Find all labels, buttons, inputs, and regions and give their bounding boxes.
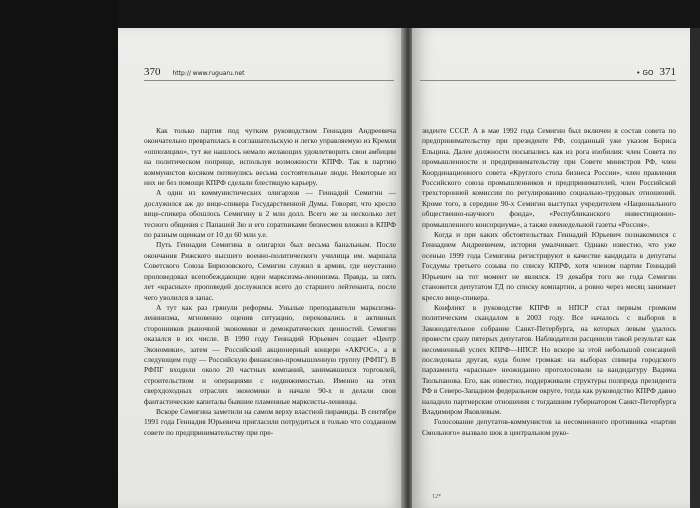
paragraph: зиденте СССР. А в мае 1992 года Семигин был включен в состав совета по предпринимательству при президенте РФ, созданный уже указом Бориса Ельцина. Далее должности посыпались как из рога изобилия: член Совета по промышленности и предпринимательству при Совете министров РФ, член Координационного совета «Круглого стола бизнеса России», член правления Российского союза промышленников и предпринимателей, член Российской трехсторонней комиссии по регулированию социально-трудовых отношений. Кроме того, в середине 90-х Семигин выступал учредителем «Национального общественно-научного фонда», «Республиканского инвестиционно-промышленного консорциума», а также еженедельной газеты «Россия».	[422, 126, 676, 229]
paragraph: Когда и при каких обстоятельствах Геннадий Юрьевич познакомился с Геннадием Андреевичем, история умалчивает. Однако известно, что уже осенью 1999 года Семигина регистрируют в качестве кандидата в депутаты Госдумы третьего созыва по списку КПРФ, хотя членом партии Геннадий Юрьевич на тот момент не являлся. 19 декабря того же года Семигин становится депутатом ГД по списку компартии, а ровно через месяц занимает кресло вице-спикера.	[422, 230, 676, 302]
paragraph: Голосование депутатов-коммунистов за несомненного противника «партии Смольного» вызвало шок в центральном руко-	[422, 417, 676, 437]
paragraph: Конфликт в руководстве КПРФ и НПСР стал первым громким политическим скандалом в 2003 году. Все началось с выборов в Законодательное собрание Санкт-Петербурга, на которых левым удалось провести сразу пятерых депутатов. Наблюдатели расценили такой результат как несомненный успех КПРФ—НПСР. Но вскоре за этой небольшой сенсацией последовала другая, куда более громкая: на выборах спикера городского парламента «красные» неожиданно проголосовали за кандидатуру Вадима Тюльпанова. Его, как известно, поддерживали структуры полпреда президента РФ в Северо-Западном федеральном округе, тогда как руководство КПРФ давно наладило партнерские отношения с тогдашним губернатором Санкт-Петербурга Владимиром Яковлевым.	[422, 302, 676, 416]
paragraph: Путь Геннадия Семигина в олигархи был весьма банальным. После окончания Рижского высшего военно-политического училища им. маршала Советского Союза Бирюзовского, Семигин служил в армии, где неустанно проповедовал всепобеждающие идеи марксизма-ленинизма. Правда, за пять лет «красных» проповедей дослужился всего до старшего лейтенанта, после чего уволился в запас.	[144, 240, 396, 302]
paragraph: А один из коммунистических олигархов — Геннадий Семигин — дослужился аж до вице-спикера Государственной Думы. Говорят, что кресло вице-спикера обошлось Семигину в 2 млн долл. Всего же за несколько лет тесного общения с Папашей Зю и его соратниками бизнесмен вложил в КПРФ по разным оценкам от 10 до 60 млн у.е.	[144, 188, 396, 240]
header-brand: • GO	[636, 69, 654, 77]
scan-right-border	[690, 28, 700, 508]
scan-top-border	[118, 0, 700, 28]
right-page-header	[420, 66, 676, 81]
open-book	[118, 28, 690, 508]
right-page-number: 371	[659, 66, 676, 78]
paragraph: Вскоре Семигина заметили на самом верху властной пирамиды. В сентябре 1991 года Геннадия Юрьевича пригласили потрудиться в только что созданном совете по предпринимательству при пре-	[144, 406, 396, 437]
paragraph: Как только партия под чутким руководством Геннадия Андреевича окончательно превратилась в соглашательскую и легко управляемую из Кремля «оппозицию», тут же нашлось немало желающих удовлетворить свои амбиции на политическом поприще, используя возможности КПРФ. Так в партию коммунистов косяком потянулись весьма состоятельные люди. Некоторые из них не без помощи КПРФ сделали блестящую карьеру.	[144, 126, 396, 188]
paragraph: А тут как раз грянули реформы. Унылые преподаватели марксизма-ленинизма, мгновенно оценив ситуацию, перековались в активных сторонников рыночной экономики и демократических ценностей. Семигин оказался в их числе. В 1990 году Геннадий Юрьевич создает «Центр Экономики», затем — Российский акционерный концерн «АКРОС», а в следующем году — Российскую финансово-промышленную группу (РФПГ). В РФПГ входили около 20 частных компаний, занимавшихся торговлей, строительством и операциями с недвижимостью. Именно на этих сверхдоходных отраслях экономики в начале 90-х и делали свои фантастические капиталы бывшие пламенные марксисты-ленинцы.	[144, 302, 396, 406]
left-page-header	[144, 66, 394, 81]
page-url: http:// www.ruguaru.net	[172, 70, 245, 77]
signature-mark: 12*	[432, 494, 441, 500]
left-page	[118, 28, 406, 508]
scan-left-border	[0, 0, 118, 508]
left-page-number: 370	[144, 66, 161, 78]
right-page-text	[422, 126, 676, 438]
right-page	[412, 28, 690, 508]
left-page-text	[144, 126, 396, 438]
